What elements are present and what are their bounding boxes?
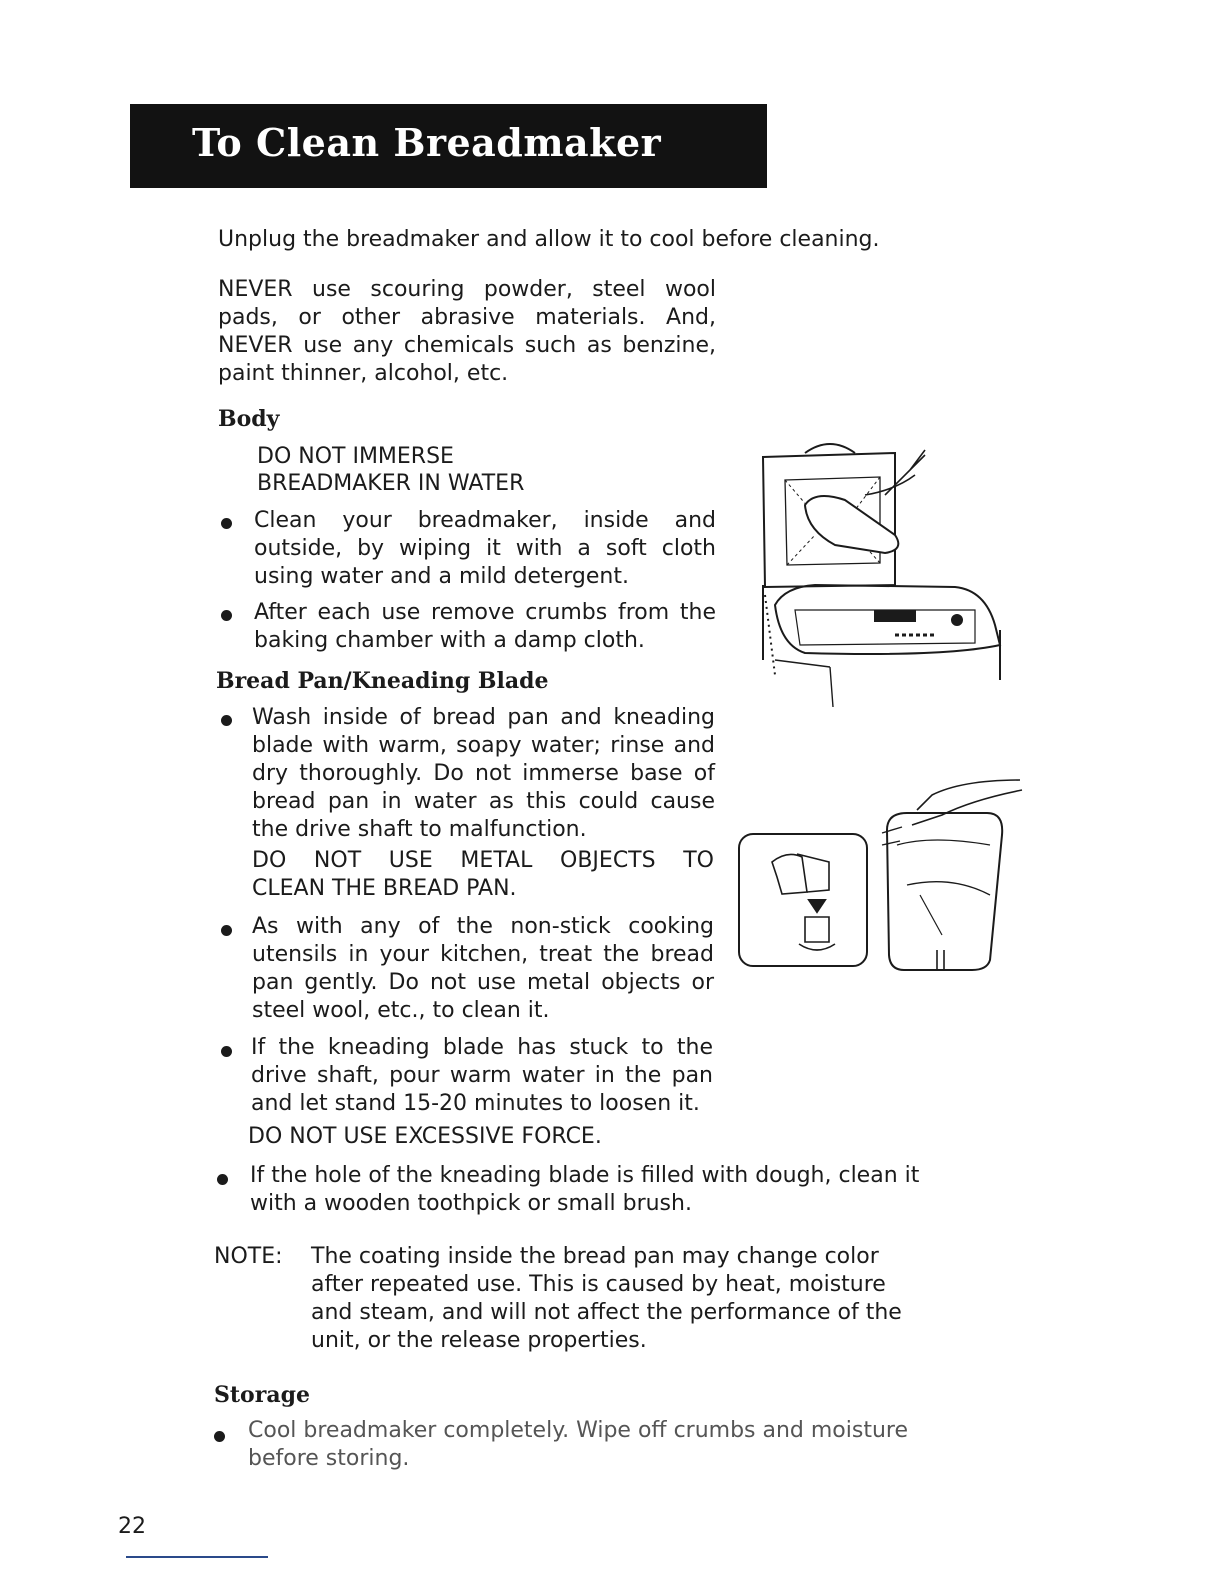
pan-bullet-stuck: If the kneading blade has stuck to the drive shaft, pour warm water in the pan and let stand 15-20 minutes to loosen it.: [251, 1035, 713, 1116]
pan-caution1-line2: CLEAN THE BREAD PAN.: [252, 876, 517, 901]
note-label: NOTE:: [214, 1244, 283, 1269]
body-bullet-crumbs: After each use remove crumbs from the baking chamber with a damp cloth.: [254, 600, 716, 653]
title-banner: [130, 104, 767, 188]
bullet-dot: [221, 610, 232, 621]
storage-bullet: Cool breadmaker completely. Wipe off crumbs and moisture before storing.: [248, 1418, 909, 1471]
kneading-blade-illustration: [737, 832, 872, 972]
bullet-dot: [221, 1046, 232, 1057]
pan-bullet-hole: If the hole of the kneading blade is filled with dough, clean it with a wooden toothpick or small brush.: [250, 1163, 920, 1216]
bullet-dot: [214, 1431, 225, 1442]
bullet-dot: [221, 518, 232, 529]
bullet-dot: [221, 925, 232, 936]
pan-heading: Bread Pan/Kneading Blade: [216, 668, 549, 694]
body-caution-line1: DO NOT IMMERSE: [257, 444, 454, 469]
bullet-dot: [221, 715, 232, 726]
storage-heading: Storage: [214, 1382, 310, 1408]
pan-bullet-wash: Wash inside of bread pan and kneading blade with warm, soapy water; rinse and dry thoroughly. Do not immerse base of bread pan in water as this could cause the drive shaft to malfunction.: [252, 705, 715, 842]
bullet-dot: [217, 1174, 228, 1185]
footer-rule: [126, 1556, 268, 1558]
pan-bullet-gentle: As with any of the non-stick cooking utensils in your kitchen, treat the bread pan gently. Do not use metal objects or steel wool, etc., to clean it.: [252, 914, 714, 1023]
body-bullet-clean: Clean your breadmaker, inside and outside, by wiping it with a soft cloth using water and a mild detergent.: [254, 508, 716, 589]
breadmaker-wiping-illustration: [745, 435, 1010, 715]
pan-caution1-line1: DO NOT USE METAL OBJECTS TO: [252, 848, 714, 873]
body-heading: Body: [218, 406, 280, 432]
page-title: To Clean Breadmaker: [192, 120, 662, 165]
pan-caution2: DO NOT USE EXCESSIVE FORCE.: [248, 1124, 602, 1149]
body-caution-line2: BREADMAKER IN WATER: [257, 471, 525, 496]
intro-text: Unplug the breadmaker and allow it to cool before cleaning.: [218, 227, 880, 252]
bread-pan-illustration: [872, 775, 1022, 975]
note-text: The coating inside the bread pan may change color after repeated use. This is caused by heat, moisture and steam, and will not affect the performance of the unit, or the release properties.: [311, 1244, 902, 1353]
page-number: 22: [118, 1514, 146, 1539]
warning-paragraph: NEVER use scouring powder, steel wool pads, or other abrasive materials. And, NEVER use any chemicals such as benzine, paint thinner, alcohol, etc.: [218, 277, 716, 386]
